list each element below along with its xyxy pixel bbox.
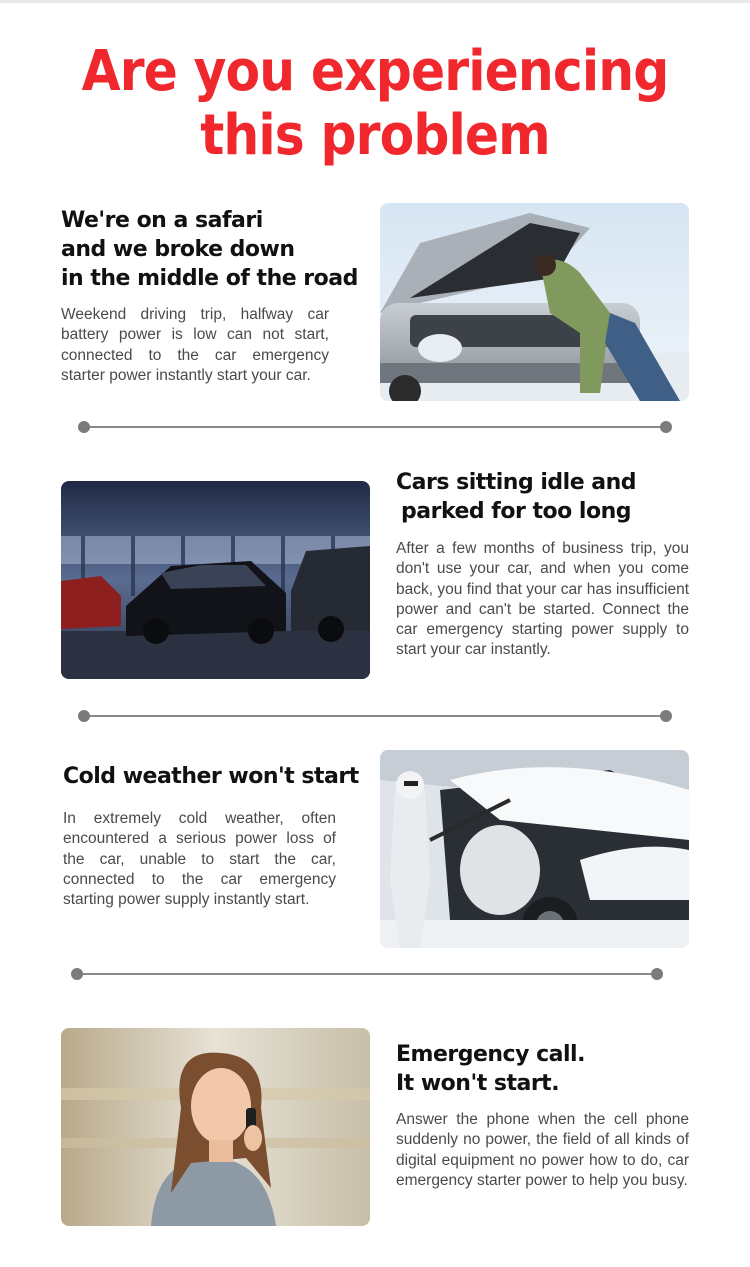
- section-1-title-line: in the middle of the road: [61, 266, 358, 291]
- section-3-title: [63, 762, 359, 791]
- section-divider: [78, 421, 672, 433]
- section-1-title-line: and we broke down: [61, 237, 295, 262]
- divider-dot: [78, 421, 90, 433]
- section-2-title-line: Cars sitting idle and: [396, 470, 637, 495]
- section-1-body: Weekend driving trip, halfway car battery power is low can not start, connected to the car emergency starter power instantly start your car.: [61, 306, 329, 384]
- section-2-body: After a few months of business trip, you don't use your car, and when you come back, you find that your car has insufficient power and can't be started. Connect the car emergency starting power supply to start your car instantly.: [396, 540, 689, 659]
- section-4-title-line: It won't start.: [396, 1071, 560, 1096]
- section-4-title-line: Emergency call.: [396, 1042, 585, 1067]
- section-1-title-line: We're on a safari: [61, 208, 263, 233]
- divider-dot: [660, 710, 672, 722]
- section-3-title-line: Cold weather won't start: [63, 764, 359, 789]
- headline-line-2: this problem: [200, 103, 550, 168]
- divider-dot: [71, 968, 83, 980]
- section-divider: [71, 968, 663, 980]
- divider-dot: [651, 968, 663, 980]
- top-rule: [0, 0, 750, 3]
- section-2-title: [396, 468, 636, 526]
- section-4-title: [396, 1040, 585, 1098]
- section-1-title: [61, 206, 358, 293]
- section-4-photo: [61, 1028, 370, 1226]
- divider-dot: [660, 421, 672, 433]
- section-3-photo: [380, 750, 689, 948]
- section-4-body: Answer the phone when the cell phone suddenly no power, the field of all kinds of digital equipment no power how to do, car emergency starter power to help you busy.: [396, 1111, 689, 1189]
- headline-line-1: Are you experiencing: [81, 39, 669, 104]
- section-3-body: In extremely cold weather, often encountered a serious power loss of the car, unable to start the car, connected to the car emergency starting power supply instantly start.: [63, 810, 336, 909]
- section-divider: [78, 710, 672, 722]
- divider-line: [84, 426, 666, 428]
- divider-line: [77, 973, 657, 975]
- divider-dot: [78, 710, 90, 722]
- section-2-photo: [61, 481, 370, 679]
- page-headline: [38, 40, 713, 168]
- section-1-photo: [380, 203, 689, 401]
- section-2-title-line: parked for too long: [401, 499, 631, 524]
- divider-line: [84, 715, 666, 717]
